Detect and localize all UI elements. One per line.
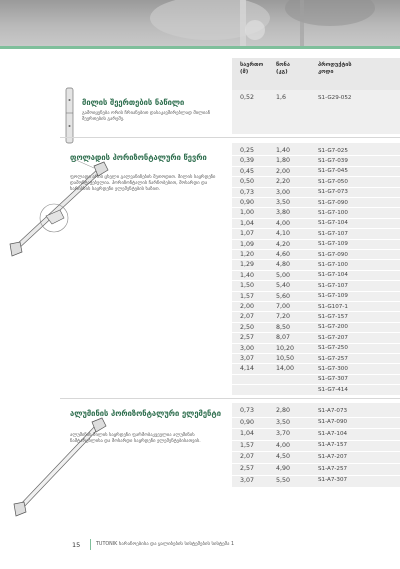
cell-code: S1-A7-157	[318, 442, 348, 449]
row-divider	[232, 440, 400, 441]
section-divider	[60, 137, 400, 138]
table-row	[232, 332, 400, 342]
cell-code: S1-G7-045	[318, 168, 348, 175]
cell-code: S1-G7-257	[318, 355, 348, 362]
cell-length: 0,52	[240, 94, 255, 101]
cell-length: 2,07	[240, 453, 255, 461]
cell-length: 2,57	[240, 465, 255, 472]
table-row	[232, 270, 400, 280]
table-row	[232, 291, 400, 301]
cell-code: S1-A7-104	[318, 430, 348, 437]
table-row	[232, 322, 400, 332]
cell-weight: 4,90	[276, 465, 291, 472]
cell-weight: 4,00	[276, 441, 291, 449]
cell-weight: 8,50	[276, 323, 291, 331]
row-divider	[232, 197, 400, 198]
cell-code: S1-G7-109	[318, 293, 348, 300]
cell-length: 1,09	[240, 240, 255, 248]
row-divider	[232, 187, 400, 188]
cell-length: 0,90	[240, 418, 255, 426]
row-divider	[232, 417, 400, 418]
cell-length: 1,00	[240, 209, 255, 217]
table-row	[232, 92, 400, 103]
table-row	[232, 280, 400, 290]
cell-weight: 10,50	[276, 355, 295, 362]
row-divider	[232, 311, 400, 312]
cell-code: S1-A7-257	[318, 465, 348, 472]
row-divider	[232, 301, 400, 302]
table-row	[232, 440, 400, 452]
cell-code: S1-G7-107	[318, 282, 348, 289]
row-divider	[232, 428, 400, 429]
row-divider	[232, 228, 400, 229]
cell-weight: 3,00	[276, 188, 291, 196]
cell-code: S1-G7-100	[318, 209, 348, 216]
footer-caption: TUTONIK ხარაჩოებისა და ყალიბების სისტემების სისტემა 1	[96, 542, 235, 547]
table-row	[232, 428, 400, 440]
cell-weight: 5,50	[276, 476, 291, 484]
row-divider	[232, 270, 400, 271]
table-row	[232, 384, 400, 394]
cell-weight: 8,07	[276, 334, 291, 342]
cell-length: 1,07	[240, 230, 255, 238]
row-divider	[232, 384, 400, 385]
row-divider	[232, 332, 400, 333]
section1-title: მილის შეერთების ნაწილი	[82, 98, 185, 107]
row-divider	[232, 451, 400, 452]
cell-weight: 3,50	[276, 418, 291, 426]
row-divider	[232, 155, 400, 156]
cell-weight: 3,50	[276, 199, 291, 206]
cell-length: 2,00	[240, 303, 255, 310]
table-row	[232, 463, 400, 475]
banner-accent-line	[0, 46, 400, 49]
table-row	[232, 228, 400, 238]
cell-code: S1-G29-052	[318, 94, 352, 101]
cell-length: 0,50	[240, 178, 255, 186]
table-row	[232, 374, 400, 384]
cell-weight: 1,6	[276, 94, 287, 101]
cell-length: 1,04	[240, 430, 255, 438]
table-row	[232, 417, 400, 429]
row-divider	[232, 280, 400, 281]
cell-weight: 5,00	[276, 271, 291, 279]
cell-length: 2,07	[240, 313, 255, 321]
cell-weight: 2,80	[276, 407, 291, 414]
cell-code: S1-G7-090	[318, 199, 348, 206]
cell-code: S1-G7-207	[318, 334, 348, 341]
section2-title: ფოლადის ჰორიზონტალური წევრი	[70, 153, 207, 162]
table-row	[232, 207, 400, 217]
cell-code: S1-G7-104	[318, 220, 348, 227]
cell-code: S1-G7-109	[318, 241, 348, 248]
cell-weight: 1,40	[276, 147, 291, 154]
table-row	[232, 187, 400, 197]
cell-length: 0,73	[240, 188, 255, 196]
aluminium-ledger-image	[2, 412, 112, 526]
cell-weight: 4,10	[276, 230, 291, 238]
cell-length: 0,90	[240, 199, 255, 206]
cell-length: 1,20	[240, 251, 255, 258]
cell-length: 2,57	[240, 334, 255, 342]
cell-code: S1-G7-414	[318, 386, 348, 393]
cell-length: 3,07	[240, 355, 255, 362]
header-banner	[0, 0, 400, 46]
table-row	[232, 451, 400, 463]
section2-description: ფოლადი არის ცხელი გალვანიზების მეთოდით. მილის საყრდენი დამონტაჟებულია. ჰორიზონტალის ჩარჩობებით, მოსარდი და ხარისხის საყრდენი ელემენტების ხაზით.	[70, 175, 216, 192]
cell-code: S1-G7-250	[318, 345, 348, 352]
cell-code: S1-G7-100	[318, 261, 348, 268]
cell-weight: 5,60	[276, 292, 291, 300]
row-divider	[232, 166, 400, 167]
table-row	[232, 259, 400, 269]
cell-code: S1-A7-307	[318, 477, 348, 484]
table-row	[232, 155, 400, 165]
table-row	[232, 475, 400, 487]
table-row	[232, 166, 400, 176]
cell-code: S1-A7-073	[318, 407, 348, 414]
row-divider	[232, 176, 400, 177]
row-divider	[232, 239, 400, 240]
cell-weight: 4,80	[276, 261, 291, 269]
cell-length: 1,57	[240, 441, 255, 449]
table-row	[232, 176, 400, 186]
cell-code: S1-G7-300	[318, 365, 348, 372]
cell-code: S1-A7-090	[318, 419, 348, 426]
cell-weight: 4,20	[276, 240, 291, 248]
cell-length: 0,45	[240, 167, 255, 175]
cell-length: 1,57	[240, 292, 255, 300]
cell-length: 1,50	[240, 282, 255, 290]
coupler-pin-image	[60, 86, 80, 150]
table-row	[232, 363, 400, 373]
cell-weight: 3,70	[276, 430, 291, 438]
cell-length: 3,07	[240, 476, 255, 484]
table-row	[232, 249, 400, 259]
row-divider	[232, 218, 400, 219]
cell-length: 1,04	[240, 219, 255, 227]
row-divider	[232, 463, 400, 464]
table-row	[232, 301, 400, 311]
cell-code: S1-G7-090	[318, 251, 348, 258]
cell-code: S1-G7-307	[318, 376, 348, 383]
section3-title: ალუმინის ჰორიზონტალური ელემენტი	[70, 409, 221, 418]
row-divider	[232, 353, 400, 354]
row-divider	[232, 374, 400, 375]
cell-weight: 4,60	[276, 251, 291, 258]
section-divider	[60, 398, 400, 399]
table-row	[232, 343, 400, 353]
row-divider	[232, 363, 400, 364]
cell-weight: 14,00	[276, 365, 295, 373]
table-row	[232, 197, 400, 207]
table-row	[232, 353, 400, 363]
cell-length: 4,14	[240, 365, 255, 373]
cell-code: S1-G7-200	[318, 324, 348, 331]
cell-weight: 4,00	[276, 219, 291, 227]
cell-weight: 10,20	[276, 344, 295, 352]
cell-weight: 2,00	[276, 167, 291, 175]
cell-length: 0,39	[240, 157, 255, 165]
row-divider	[232, 322, 400, 323]
cell-weight: 5,40	[276, 282, 291, 290]
cell-length: 0,73	[240, 407, 255, 414]
row-divider	[232, 343, 400, 344]
cell-length: 1,40	[240, 271, 255, 279]
header-length: საერთო (მ)	[240, 62, 264, 75]
cell-code: S1-G7-107	[318, 230, 348, 237]
section3-description: ალუმინის მილის საყრდენი ფარმობაკვეულია ალუმინის ჩამტარებლისა და მოსარდი საყრდენი ელემენტებისათვის.	[70, 433, 201, 444]
section1-description: გამოიყენება ორის ჩრიანებით დასაკავშირებლად მილიან შეერთების გარეშე.	[82, 111, 211, 122]
cell-code: S1-G7-104	[318, 272, 348, 279]
cell-weight: 3,80	[276, 209, 291, 217]
cell-weight: 1,80	[276, 157, 291, 165]
cell-code: S1-G7-025	[318, 147, 348, 154]
row-divider	[232, 259, 400, 260]
cell-code: S1-G7-073	[318, 189, 348, 196]
cell-length: 2,50	[240, 323, 255, 331]
cell-code: S1-G107-1	[318, 303, 348, 310]
row-divider	[232, 207, 400, 208]
banner-photo	[0, 0, 400, 46]
cell-length: 0,25	[240, 147, 255, 154]
footer-accent	[90, 539, 91, 550]
header-code: პროდუქტის კოდი	[318, 62, 352, 75]
cell-weight: 7,20	[276, 313, 291, 321]
cell-code: S1-G7-157	[318, 313, 348, 320]
table-row	[232, 311, 400, 321]
header-weight: წონა (კგ)	[276, 62, 290, 75]
cell-code: S1-G7-050	[318, 178, 348, 185]
cell-code: S1-A7-207	[318, 453, 348, 460]
cell-weight: 4,50	[276, 453, 291, 461]
page-number: 15	[72, 541, 81, 549]
table-row	[232, 239, 400, 249]
row-divider	[232, 291, 400, 292]
table-row	[232, 218, 400, 228]
row-divider	[232, 475, 400, 476]
cell-weight: 7,00	[276, 303, 291, 310]
table-row	[232, 145, 400, 155]
cell-weight: 2,20	[276, 178, 291, 186]
cell-length: 1,29	[240, 261, 255, 269]
cell-code: S1-G7-039	[318, 157, 348, 164]
cell-length: 3,00	[240, 344, 255, 352]
row-divider	[232, 249, 400, 250]
table-row	[232, 405, 400, 417]
